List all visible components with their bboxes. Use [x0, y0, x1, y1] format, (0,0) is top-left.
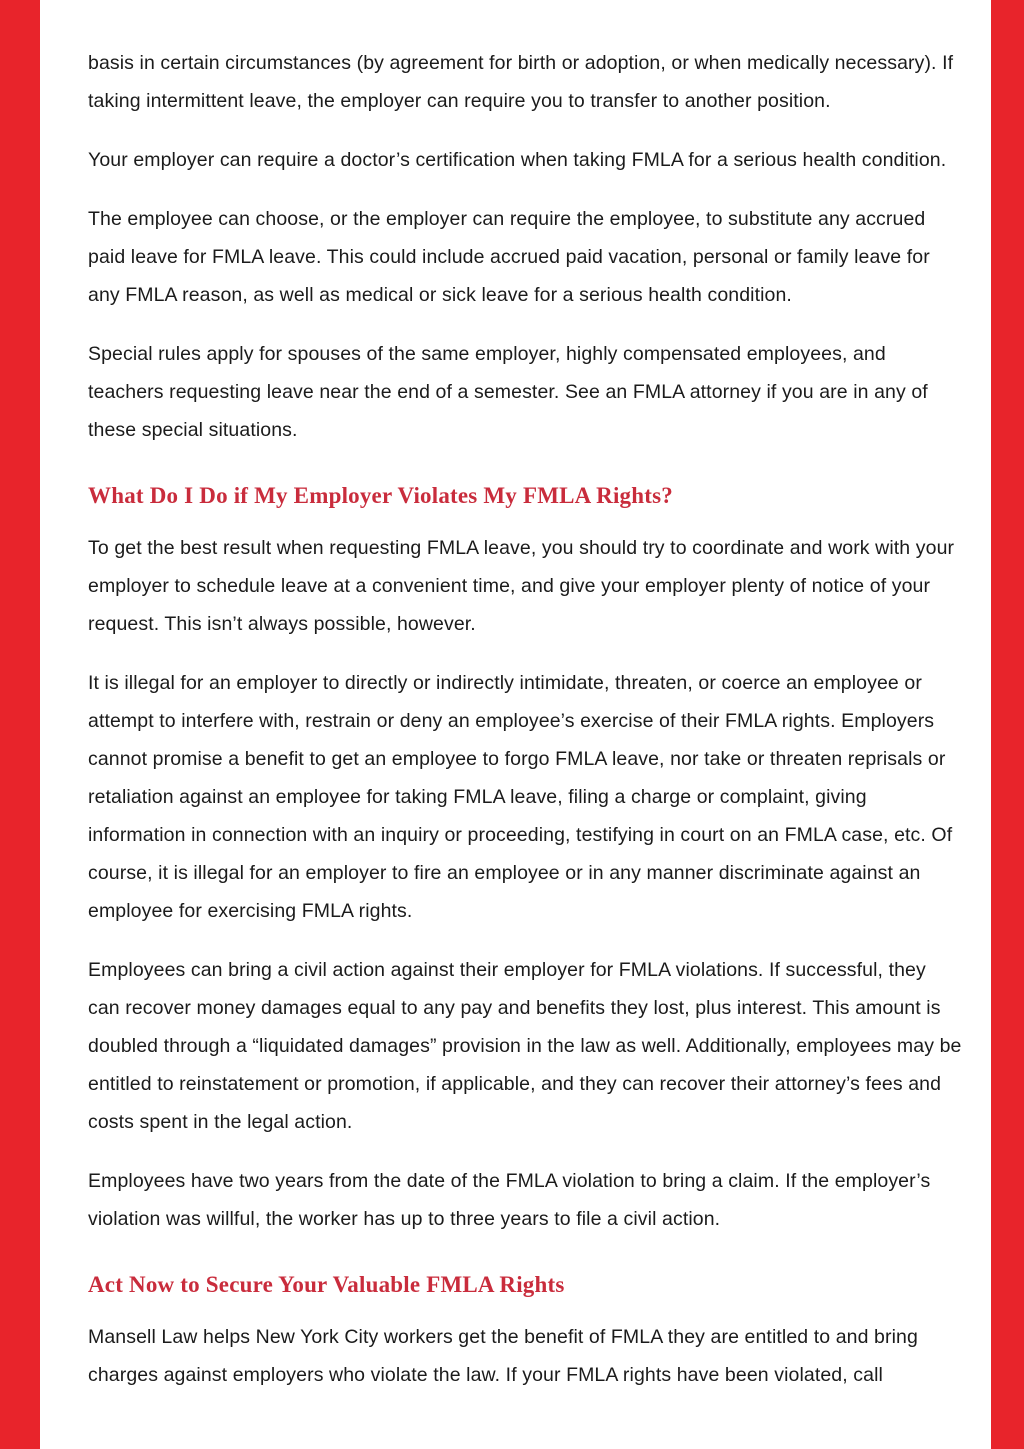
- paragraph-doctor-certification: Your employer can require a doctor’s certification when taking FMLA for a serious health condition.: [88, 149, 947, 171]
- right-accent-bar: [991, 0, 1024, 1449]
- section-heading-employer-violations: What Do I Do if My Employer Violates My FMLA Rights?: [88, 483, 673, 508]
- left-accent-bar: [0, 0, 40, 1449]
- paragraph-special-rules: Special rules apply for spouses of the same employer, highly compensated employees, and teachers requesting leave near the end of a semester. See an FMLA attorney if you are in any of these special situations.: [88, 343, 928, 441]
- paragraph-illegal-employer-conduct: It is illegal for an employer to directly or indirectly intimidate, threaten, or coerce an employee or attempt to interfere with, restrain or deny an employee’s exercise of their FMLA rights. Employers cannot promise a benefit to get an employee to forgo FMLA leave, nor take or threaten reprisals or retaliation against an employee for taking FMLA leave, filing a charge or complaint, giving information in connection with an inquiry or proceeding, testifying in court on an FMLA case, etc. Of course, it is illegal for an employer to fire an employee or in any manner discriminate against an employee for exercising FMLA rights.: [88, 672, 953, 922]
- paragraph-leave-circumstances: basis in certain circumstances (by agreement for birth or adoption, or when medically necessary). If taking intermittent leave, the employer can require you to transfer to another position.: [88, 52, 954, 112]
- paragraph-substitute-paid-leave: The employee can choose, or the employer can require the employee, to substitute any accrued paid leave for FMLA leave. This could include accrued paid vacation, personal or family leave for any FMLA reason, as well as medical or sick leave for a serious health condition.: [88, 208, 930, 306]
- section-heading-act-now: Act Now to Secure Your Valuable FMLA Rights: [88, 1272, 565, 1297]
- article-content: [88, 44, 962, 1415]
- paragraph-civil-action-damages: Employees can bring a civil action against their employer for FMLA violations. If successful, they can recover money damages equal to any pay and benefits they lost, plus interest. This amount is doubled through a “liquidated damages” provision in the law as well. Additionally, employees may be entitled to reinstatement or promotion, if applicable, and they can recover their attorney’s fees and costs spent in the legal action.: [88, 959, 962, 1133]
- paragraph-coordinate-with-employer: To get the best result when requesting FMLA leave, you should try to coordinate and work with your employer to schedule leave at a convenient time, and give your employer plenty of notice of your request. This isn’t always possible, however.: [88, 537, 955, 635]
- paragraph-mansell-law-cta: Mansell Law helps New York City workers get the benefit of FMLA they are entitled to and bring charges against employers who violate the law. If your FMLA rights have been violated, call: [88, 1326, 918, 1386]
- paragraph-statute-of-limitations: Employees have two years from the date of the FMLA violation to bring a claim. If the employer’s violation was willful, the worker has up to three years to file a civil action.: [88, 1170, 931, 1230]
